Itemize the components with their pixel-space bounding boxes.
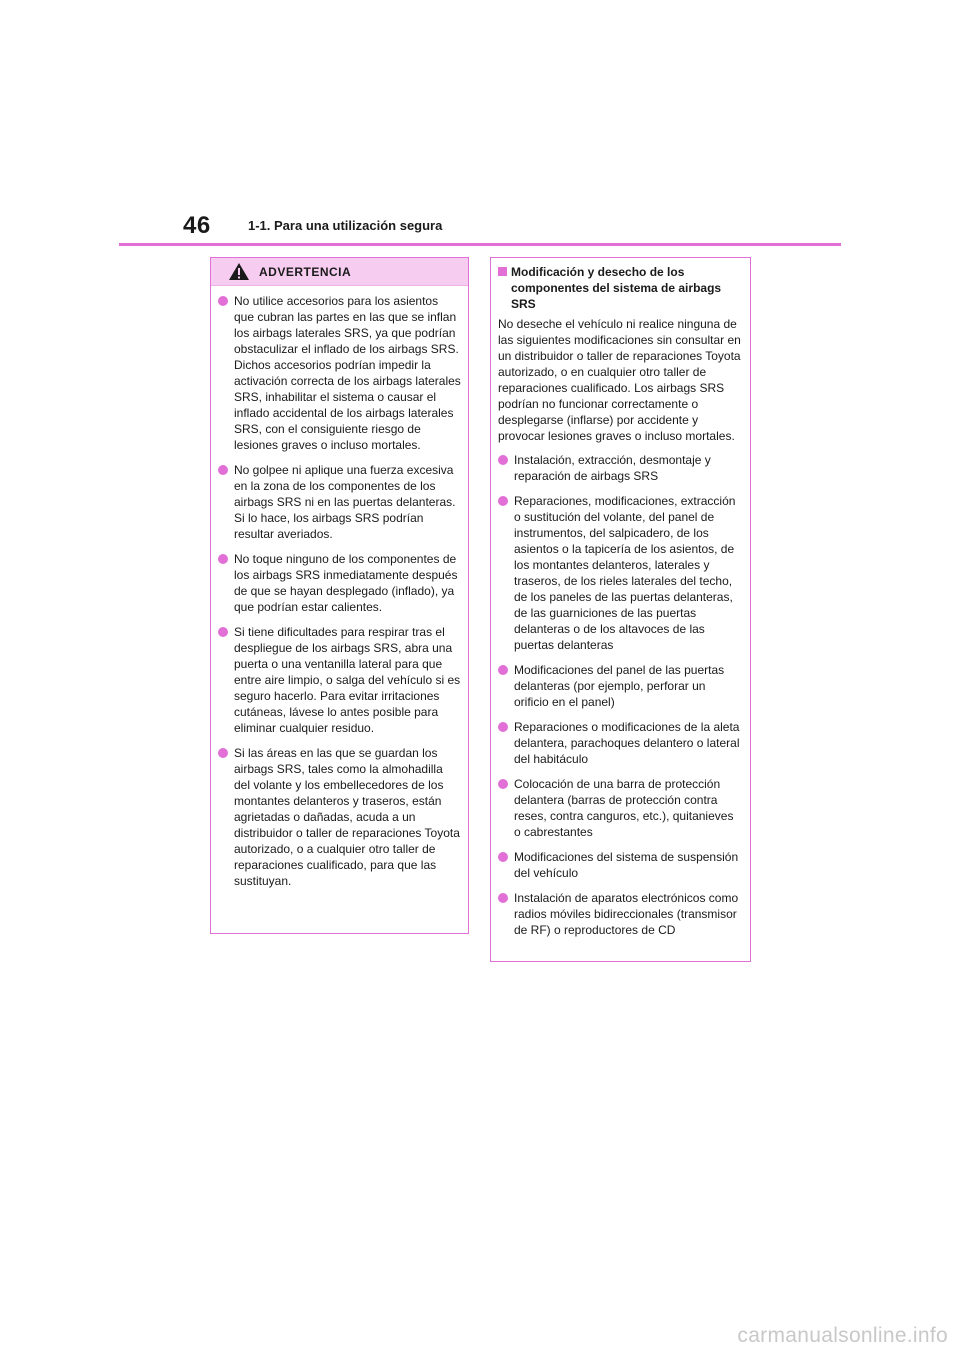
modifications-heading-text: Modificación y desecho de los componentes del sistema de airbags SRS (511, 265, 722, 311)
warning-triangle-icon (228, 262, 250, 281)
warning-header (211, 258, 468, 286)
circle-bullet-icon (498, 665, 508, 675)
modifications-heading (498, 264, 743, 312)
list-item-text: Instalación, extracción, desmontaje y reparación de airbags SRS (514, 453, 711, 483)
list-item (498, 719, 743, 767)
list-item (218, 551, 461, 615)
list-item-text: Reparaciones o modificaciones de la aleta delantera, parachoques delantero o lateral del habitáculo (514, 720, 740, 766)
warning-box (210, 257, 469, 934)
modifications-list (498, 452, 743, 938)
circle-bullet-icon (498, 722, 508, 732)
list-item (498, 849, 743, 881)
list-item-text: Si las áreas en las que se guardan los airbags SRS, tales como la almohadilla del volante y los embellecedores de los montantes delanteros y traseros, están agrietadas o dañadas, acuda a un distribuidor o taller de reparaciones Toyota autorizado, o a cualquier otro taller de reparaciones cualificado, para que las sustituyan. (234, 746, 460, 888)
list-item-text: Instalación de aparatos electrónicos como radios móviles bidireccionales (transmisor de RF) o reproductores de CD (514, 891, 739, 937)
circle-bullet-icon (218, 554, 228, 564)
circle-bullet-icon (218, 748, 228, 758)
list-item (498, 452, 743, 484)
list-item (498, 890, 743, 938)
list-item-text: Reparaciones, modificaciones, extracción o sustitución del volante, del panel de instrumentos, del salpicadero, de los asientos o la tapicería de los asientos, de los montantes delanteros, laterales y traseros, de los rieles laterales del techo, de los paneles de las puertas delanteras, de las guarniciones de las puertas delanteras o de los altavoces de las puertas delanteras (514, 494, 736, 652)
watermark: carmanualsonline.info (737, 1324, 948, 1347)
header-rule (119, 243, 841, 246)
list-item (218, 293, 461, 453)
section-title: 1-1. Para una utilización segura (248, 218, 443, 233)
page-number: 46 (183, 212, 211, 239)
list-item-text: Modificaciones del panel de las puertas delanteras (por ejemplo, perforar un orificio en el panel) (514, 663, 725, 709)
circle-bullet-icon (498, 496, 508, 506)
modifications-box (490, 257, 751, 962)
circle-bullet-icon (218, 296, 228, 306)
list-item-text: Colocación de una barra de protección delantera (barras de protección contra reses, contra canguros, etc.), quitanieves o cabrestantes (514, 777, 734, 839)
list-item-text: No utilice accesorios para los asientos que cubran las partes en las que se inflan los airbags laterales SRS, ya que podrían obstaculizar el inflado de los airbags SRS. Dichos accesorios podrían impedir la activación correcta de los airbags laterales SRS, inhabilitar el sistema o causar el inflado accidental de los airbags laterales SRS, con el consiguiente riesgo de lesiones graves o incluso mortales. (234, 294, 461, 452)
list-item-text: No toque ninguno de los componentes de los airbags SRS inmediatamente después de que se hayan desplegado (inflado), ya que podrían estar calientes. (234, 552, 458, 614)
circle-bullet-icon (498, 893, 508, 903)
list-item-text: Si tiene dificultades para respirar tras el despliegue de los airbags SRS, abra una puerta o una ventanilla lateral para que entre aire limpio, o salga del vehículo si es seguro hacerlo. Para evitar irritaciones cutáneas, lávese lo antes posible para eliminar cualquier residuo. (234, 625, 461, 735)
warning-title: ADVERTENCIA (259, 265, 352, 279)
circle-bullet-icon (498, 852, 508, 862)
list-item (218, 745, 461, 889)
circle-bullet-icon (218, 627, 228, 637)
list-item (498, 776, 743, 840)
circle-bullet-icon (218, 465, 228, 475)
circle-bullet-icon (498, 455, 508, 465)
list-item (218, 624, 461, 736)
circle-bullet-icon (498, 779, 508, 789)
list-item-text: No golpee ni aplique una fuerza excesiva en la zona de los componentes de los airbags SRS ni en las puertas delanteras. Si lo hace, los airbags SRS podrían resultar averiados. (234, 463, 456, 541)
list-item (498, 493, 743, 653)
list-item (218, 462, 461, 542)
list-item-text: Modificaciones del sistema de suspensión del vehículo (514, 850, 739, 880)
square-marker-icon (498, 267, 507, 276)
modifications-intro: No deseche el vehículo ni realice ninguna de las siguientes modificaciones sin consultar en un distribuidor o taller de reparaciones Toyota autorizado, o en cualquier otro taller de reparaciones cualificado. Los airbags SRS podrían no funcionar correctamente o desplegarse (inflarse) por accidente y provocar lesiones graves o incluso mortales. (498, 317, 741, 443)
list-item (498, 662, 743, 710)
warning-list (211, 286, 468, 889)
